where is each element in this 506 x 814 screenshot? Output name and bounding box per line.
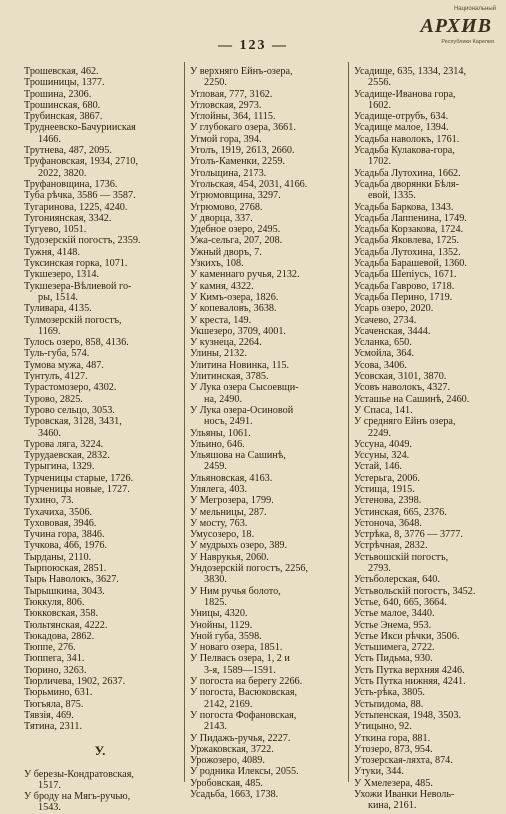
index-column-2 bbox=[190, 66, 340, 800]
index-entry-line: Усмойла, 364. bbox=[354, 348, 415, 360]
index-entry-line: 2250. bbox=[204, 77, 227, 89]
index-entry-line: Угрюмово, 2768. bbox=[190, 201, 263, 213]
index-entry-line: Усаченская, 3444. bbox=[354, 325, 431, 337]
index-entry-line: У глубокаго озера, 3661. bbox=[190, 122, 296, 134]
index-entry-line: 1466. bbox=[38, 133, 61, 145]
index-entry-line: Трошевская, 462. bbox=[24, 66, 99, 77]
index-entry-line: Усадьба Барашевой, 1360. bbox=[354, 258, 467, 270]
index-entry-line: Усарь озеро, 2020. bbox=[354, 303, 434, 315]
index-entry-line: 1517. bbox=[38, 779, 61, 791]
index-entry-line: 2143. bbox=[204, 721, 227, 733]
index-entry-line: Усадьба Баркова, 1343. bbox=[354, 201, 454, 213]
index-entry-line: У Лука озера-Осиновой bbox=[190, 404, 294, 416]
index-entry-line: У каменнаго ручья, 2132. bbox=[190, 269, 300, 281]
index-entry-line: Узкихъ, 108. bbox=[190, 258, 244, 270]
index-entry-line: Труфановская, 1934, 2710, bbox=[24, 156, 139, 168]
index-entry-line: Тугуево, 1051. bbox=[24, 224, 87, 236]
index-entry-line: Усланка, 650. bbox=[354, 337, 412, 349]
index-entry-line: 1543. bbox=[38, 802, 61, 814]
index-entry-line: 2793. bbox=[368, 563, 391, 575]
section-letter-heading: У. bbox=[94, 742, 106, 758]
index-entry-line: Усадище малое, 1394. bbox=[354, 122, 449, 134]
index-entry-line: Тырь Наволокъ, 3627. bbox=[24, 574, 119, 586]
logo-main-text: АРХИВ bbox=[420, 15, 492, 37]
index-entry-line: Тулось озеро, 858, 4136. bbox=[24, 337, 129, 349]
index-entry-line: 3830. bbox=[204, 574, 227, 586]
index-entry-line: Устрѣчная, 2832. bbox=[354, 540, 428, 552]
index-entry-line: У кузнеца, 2264. bbox=[190, 337, 262, 349]
index-entry-line: Усть-рѣка, 3805. bbox=[354, 687, 425, 699]
index-entry-line: Улялега, 403. bbox=[190, 483, 248, 495]
index-entry-line: Тукшезера-Вѣлиевой го- bbox=[24, 280, 132, 292]
index-entry-line: Тявзія, 469. bbox=[24, 709, 74, 721]
index-entry-line: Устрѣка, 8, 3776 — 3777. bbox=[354, 529, 463, 541]
index-entry-line: У средняго Ейнъ озера, bbox=[354, 416, 456, 428]
index-entry-line: Улитинская, 3785. bbox=[190, 371, 269, 383]
index-entry-line: У новаго озера, 1851. bbox=[190, 642, 283, 654]
index-entry-line: Тырпоюская, 2851. bbox=[24, 563, 107, 575]
index-column-1 bbox=[24, 66, 176, 814]
index-entry-line: Тюгьяла, 875. bbox=[24, 698, 84, 710]
index-entry-line: Труднеевско-Бачурииская bbox=[24, 122, 136, 134]
index-entry-line: Устьболерская, 640. bbox=[354, 574, 440, 586]
index-entry-line: Устьпидома, 88. bbox=[354, 698, 424, 710]
index-entry-line: У родника Илексы, 2055. bbox=[190, 766, 299, 778]
index-entry-line: Тырышкина, 3043. bbox=[24, 585, 105, 597]
index-entry-line: Тукшезеро, 1314. bbox=[24, 269, 99, 281]
index-entry-line: У Ним ручья болото, bbox=[190, 585, 281, 597]
index-entry-line: Тырданы, 2110. bbox=[24, 551, 92, 563]
index-entry-line: Усадище-отрубъ, 634. bbox=[354, 111, 449, 123]
index-entry-line: У погоста Фофановская, bbox=[190, 709, 297, 721]
index-entry-line: 2556. bbox=[368, 77, 391, 89]
index-entry-line: Угловая, 777, 3162. bbox=[190, 88, 273, 100]
index-entry-line: Турово сельцо, 3053. bbox=[24, 404, 115, 416]
index-entry-line: Усть Путка верхняя 4246. bbox=[354, 664, 465, 676]
logo-bottom-text: Республики Карелия bbox=[441, 39, 494, 45]
index-entry-line: 1602. bbox=[368, 99, 391, 111]
index-entry-line: Усадьба Шепіусь, 1671. bbox=[354, 269, 457, 281]
index-entry-line: Устьпенская, 1948, 3503. bbox=[354, 709, 462, 721]
index-entry-line: Тулмозерскій погостъ, bbox=[24, 314, 122, 326]
index-entry-line: Турыгина, 1329. bbox=[24, 461, 95, 473]
index-entry-line: Тухововая, 3946. bbox=[24, 517, 97, 529]
index-entry-line: евой, 1335. bbox=[368, 190, 416, 202]
index-entry-line: У Лука озера Сысоевщи- bbox=[190, 382, 299, 394]
index-entry-line: Усадьба Яковлева, 1725. bbox=[354, 235, 460, 247]
index-entry-line: Туливара, 4135. bbox=[24, 303, 92, 315]
index-entry-line: Тятина, 2311. bbox=[24, 721, 83, 733]
index-entry-line: Турудаевская, 2832. bbox=[24, 450, 110, 462]
index-entry-line: Тюрино, 3263. bbox=[24, 664, 87, 676]
index-entry-line: Тюрличева, 1902, 2637. bbox=[24, 676, 126, 688]
index-entry-line: У Мегрозера, 1799. bbox=[190, 495, 274, 507]
index-entry-line: Тухино, 73. bbox=[24, 495, 74, 507]
index-entry-line: У погоста, Васюковская, bbox=[190, 687, 298, 699]
index-entry-line: Устай, 146. bbox=[354, 461, 402, 473]
index-entry-line: Угрюмовщина, 3297. bbox=[190, 190, 281, 202]
index-entry-line: Устье, 640, 665, 3664. bbox=[354, 596, 447, 608]
index-entry-line: Тюрьмино, 631. bbox=[24, 687, 93, 699]
index-entry-line: Туль-губа, 574. bbox=[24, 348, 90, 360]
index-entry-line: Усовъ наволокъ, 4327. bbox=[354, 382, 451, 394]
index-entry-line: Туровская, 3128, 3431, bbox=[24, 416, 122, 428]
index-entry-line: Усташье на Сашинѣ, 2460. bbox=[354, 393, 470, 405]
index-entry-line: Трошина, 2306. bbox=[24, 88, 92, 100]
index-entry-line: Утуки, 344. bbox=[354, 766, 404, 778]
index-entry-line: Усадьба Корзакова, 1724. bbox=[354, 224, 464, 236]
index-entry-line: Устье Икси рѣчки, 3506. bbox=[354, 630, 460, 642]
index-entry-line: У Спаса, 141. bbox=[354, 404, 413, 416]
index-entry-line: Усадьба дворянки Бѣля- bbox=[354, 178, 459, 190]
index-entry-line: Трутнева, 487, 2095. bbox=[24, 145, 112, 157]
index-entry-line: У мельницы, 287. bbox=[190, 506, 267, 518]
index-entry-line: Усовская, 3101, 3870. bbox=[354, 371, 447, 383]
index-entry-line: Уткина гора, 881. bbox=[354, 732, 431, 744]
index-entry-line: У камня, 4322. bbox=[190, 280, 254, 292]
index-entry-line: 1169. bbox=[38, 325, 61, 337]
index-entry-line: Унойны, 1129. bbox=[190, 619, 253, 631]
index-entry-line: Уной губа, 3598. bbox=[190, 630, 262, 642]
index-entry-line: Устьвошскій погостъ, bbox=[354, 551, 449, 563]
index-entry-line: Улины, 2132. bbox=[190, 348, 247, 360]
index-entry-line: У Хмелезера, 485. bbox=[354, 777, 433, 789]
index-entry-line: Трошинская, 680. bbox=[24, 99, 101, 111]
index-entry-line: Улитина Новинка, 115. bbox=[190, 359, 290, 371]
index-entry-line: Труфановщина, 1736. bbox=[24, 178, 118, 190]
index-entry-line: Туба рѣчка, 3586 — 3587. bbox=[24, 190, 136, 202]
index-entry-line: Уголъ-Каменки, 2259. bbox=[190, 156, 285, 168]
index-entry-line: Угмой гора, 394. bbox=[190, 133, 262, 145]
index-entry-line: Уссуны, 324. bbox=[354, 450, 410, 462]
index-entry-line: Турово, 2825. bbox=[24, 393, 83, 405]
index-entry-line: Усадьба Гаврово, 1718. bbox=[354, 280, 455, 292]
index-entry-line: Устенова, 2398. bbox=[354, 495, 422, 507]
index-entry-line: У Кимъ-озера, 1826. bbox=[190, 291, 279, 303]
index-entry-line: Тюппега, 341. bbox=[24, 653, 85, 665]
index-entry-line: Ухожи Иванки Неволь- bbox=[354, 789, 455, 800]
index-entry-line: Тудозерскій погостъ, 2359. bbox=[24, 235, 141, 247]
index-entry-line: Усадьба, 1663, 1738. bbox=[190, 789, 279, 800]
index-entry-line: носъ, 2491. bbox=[204, 416, 253, 428]
index-entry-line: Трубинская, 3867. bbox=[24, 111, 103, 123]
index-entry-line: 2249. bbox=[368, 427, 391, 439]
index-entry-line: Тюльтянская, 4222. bbox=[24, 619, 108, 631]
index-entry-line: У креста, 149. bbox=[190, 314, 252, 326]
index-entry-line: Утозеро, 873, 954. bbox=[354, 743, 433, 755]
index-entry-line: Уробовская, 485. bbox=[190, 777, 263, 789]
index-columns bbox=[24, 66, 494, 814]
index-entry-line: Устье малое, 3440. bbox=[354, 608, 435, 620]
index-entry-line: кина, 2161. bbox=[368, 800, 417, 812]
index-entry-line: Тунтулъ, 4127. bbox=[24, 371, 88, 383]
index-entry-line: Углойны, 364, 1115. bbox=[190, 111, 276, 123]
index-entry-line: Усть Путка нижняя, 4241. bbox=[354, 676, 466, 688]
index-entry-line: Усадище, 635, 1334, 2314, bbox=[354, 66, 467, 77]
index-entry-line: Угольская, 454, 2031, 4166. bbox=[190, 178, 308, 190]
index-entry-line: Тужня, 4148. bbox=[24, 246, 80, 258]
index-entry-line: У Пидажъ-ручья, 2227. bbox=[190, 732, 291, 744]
index-entry-line: У Пелвасъ озера, 1, 2 и bbox=[190, 653, 290, 665]
index-entry-line: Турова ляга, 3224. bbox=[24, 438, 104, 450]
index-entry-line: Устьшимега, 2722. bbox=[354, 642, 435, 654]
index-entry-line: Усадьба Перино, 1719. bbox=[354, 291, 453, 303]
index-entry-line: Уголъ, 1919, 2613, 2660. bbox=[190, 145, 295, 157]
index-entry-line: Усачево, 2734. bbox=[354, 314, 417, 326]
index-entry-line: Ундозерскій погостъ, 2256, bbox=[190, 563, 309, 575]
index-entry-line: Тугариновa, 1225, 4240. bbox=[24, 201, 128, 213]
index-entry-line: Усадьба наволокъ, 1761. bbox=[354, 133, 460, 145]
index-entry-line: Ульино, 646. bbox=[190, 438, 245, 450]
index-entry-line: 1825. bbox=[204, 596, 227, 608]
index-entry-line: Удебное озеро, 2495. bbox=[190, 224, 281, 236]
index-entry-line: Укшезеро, 3709, 4001. bbox=[190, 325, 286, 337]
index-entry-line: Ужа-сельга, 207, 208. bbox=[190, 235, 283, 247]
index-entry-line: У броду на Мягь-ручью, bbox=[24, 791, 131, 803]
index-entry-line: Усадище-Иванова гора, bbox=[354, 88, 456, 100]
index-entry-line: 3-я, 1589—1591. bbox=[204, 664, 276, 676]
index-entry-line: У погоста на берегу 2266. bbox=[190, 676, 303, 688]
index-entry-line: У Наврукья, 2060. bbox=[190, 551, 269, 563]
index-entry-line: Усадьба Лутохина, 1662. bbox=[354, 167, 461, 179]
logo-top-text: Национальный bbox=[453, 6, 496, 12]
index-entry-line: Утицыно, 92. bbox=[354, 721, 412, 733]
page-number: — 123 — bbox=[218, 38, 288, 53]
index-entry-line: У березы-Кондратовская, bbox=[24, 768, 134, 780]
index-entry-line: Устье Энема, 953. bbox=[354, 619, 432, 631]
index-entry-line: Ужный дворъ, 7. bbox=[190, 246, 262, 258]
index-entry-line: Тюппе, 276. bbox=[24, 642, 76, 654]
index-entry-line: Устинская, 665, 2376. bbox=[354, 506, 447, 518]
index-entry-line: 3460. bbox=[38, 427, 61, 439]
index-entry-line: Тучкова, 466, 1976. bbox=[24, 540, 108, 552]
index-entry-line: Усова, 3406. bbox=[354, 359, 407, 371]
index-entry-line: У дворца, 337. bbox=[190, 212, 253, 224]
index-entry-line: Умусозеро, 18. bbox=[190, 529, 255, 541]
index-entry-line: Тюккуля, 806. bbox=[24, 596, 85, 608]
index-entry-line: Турченицы новые, 1727. bbox=[24, 483, 130, 495]
index-entry-line: Усть Пидьма, 930. bbox=[354, 653, 433, 665]
index-entry-line: Устоноча, 3648. bbox=[354, 517, 422, 529]
index-entry-line: Ульяновская, 4163. bbox=[190, 472, 273, 484]
index-entry-line: Угольщина, 2173. bbox=[190, 167, 267, 179]
index-entry-line: Усадьба Кулакова-гора, bbox=[354, 145, 455, 157]
index-entry-line: Тюкковская, 358. bbox=[24, 608, 98, 620]
index-entry-line: 2142, 2169. bbox=[204, 698, 253, 710]
index-entry-line: Усадьба Лаппенина, 1749. bbox=[354, 212, 467, 224]
index-entry-line: Ульяшова на Сашинѣ, bbox=[190, 450, 286, 462]
index-entry-line: Урожозеро, 4089. bbox=[190, 755, 265, 767]
index-entry-line: Устьвольскій погостъ, 3452. bbox=[354, 585, 476, 597]
index-entry-line: Тюкадова, 2862. bbox=[24, 630, 95, 642]
index-entry-line: Турченицы старые, 1726. bbox=[24, 472, 134, 484]
archive-logo bbox=[388, 4, 500, 46]
index-entry-line: Угловская, 2973. bbox=[190, 99, 262, 111]
index-entry-line: Трошиницы, 1377. bbox=[24, 77, 105, 89]
index-entry-line: Усадьба Лутохина, 1352. bbox=[354, 246, 461, 258]
index-entry-line: У мудрыхъ озеро, 389. bbox=[190, 540, 288, 552]
index-entry-line: Тухачиха, 3506. bbox=[24, 506, 92, 518]
index-entry-line: 1702. bbox=[368, 156, 391, 168]
index-entry-line: Уржаковская, 3722. bbox=[190, 743, 274, 755]
index-entry-line: Тучина гора, 3846. bbox=[24, 529, 105, 541]
index-entry-line: Ульяны, 1061. bbox=[190, 427, 251, 439]
index-entry-line: 2022, 3820. bbox=[38, 167, 87, 179]
index-entry-line: Устища, 1915. bbox=[354, 483, 415, 495]
index-entry-line: ры, 1514. bbox=[38, 291, 78, 303]
index-entry-line: У верхняго Ейнъ-озера, bbox=[190, 66, 293, 77]
index-entry-line: У мосту, 763. bbox=[190, 517, 248, 529]
index-column-3 bbox=[354, 66, 504, 812]
index-entry-line: 2459. bbox=[204, 461, 227, 473]
index-entry-line: Уницы, 4320. bbox=[190, 608, 248, 620]
index-entry-line: Уссуна, 4049. bbox=[354, 438, 412, 450]
index-entry-line: Турастомозеро, 4302. bbox=[24, 382, 117, 394]
index-entry-line: Утозерская-ляхта, 874. bbox=[354, 755, 453, 767]
index-entry-line: Туксинская горка, 1071. bbox=[24, 258, 128, 270]
index-entry-line: Тугониянская, 3342. bbox=[24, 212, 112, 224]
index-entry-line: Тумова мужа, 487. bbox=[24, 359, 104, 371]
index-entry-line: У копеваловъ, 3638. bbox=[190, 303, 277, 315]
index-entry-line: на, 2490. bbox=[204, 393, 242, 405]
index-entry-line: Устерьга, 2006. bbox=[354, 472, 420, 484]
